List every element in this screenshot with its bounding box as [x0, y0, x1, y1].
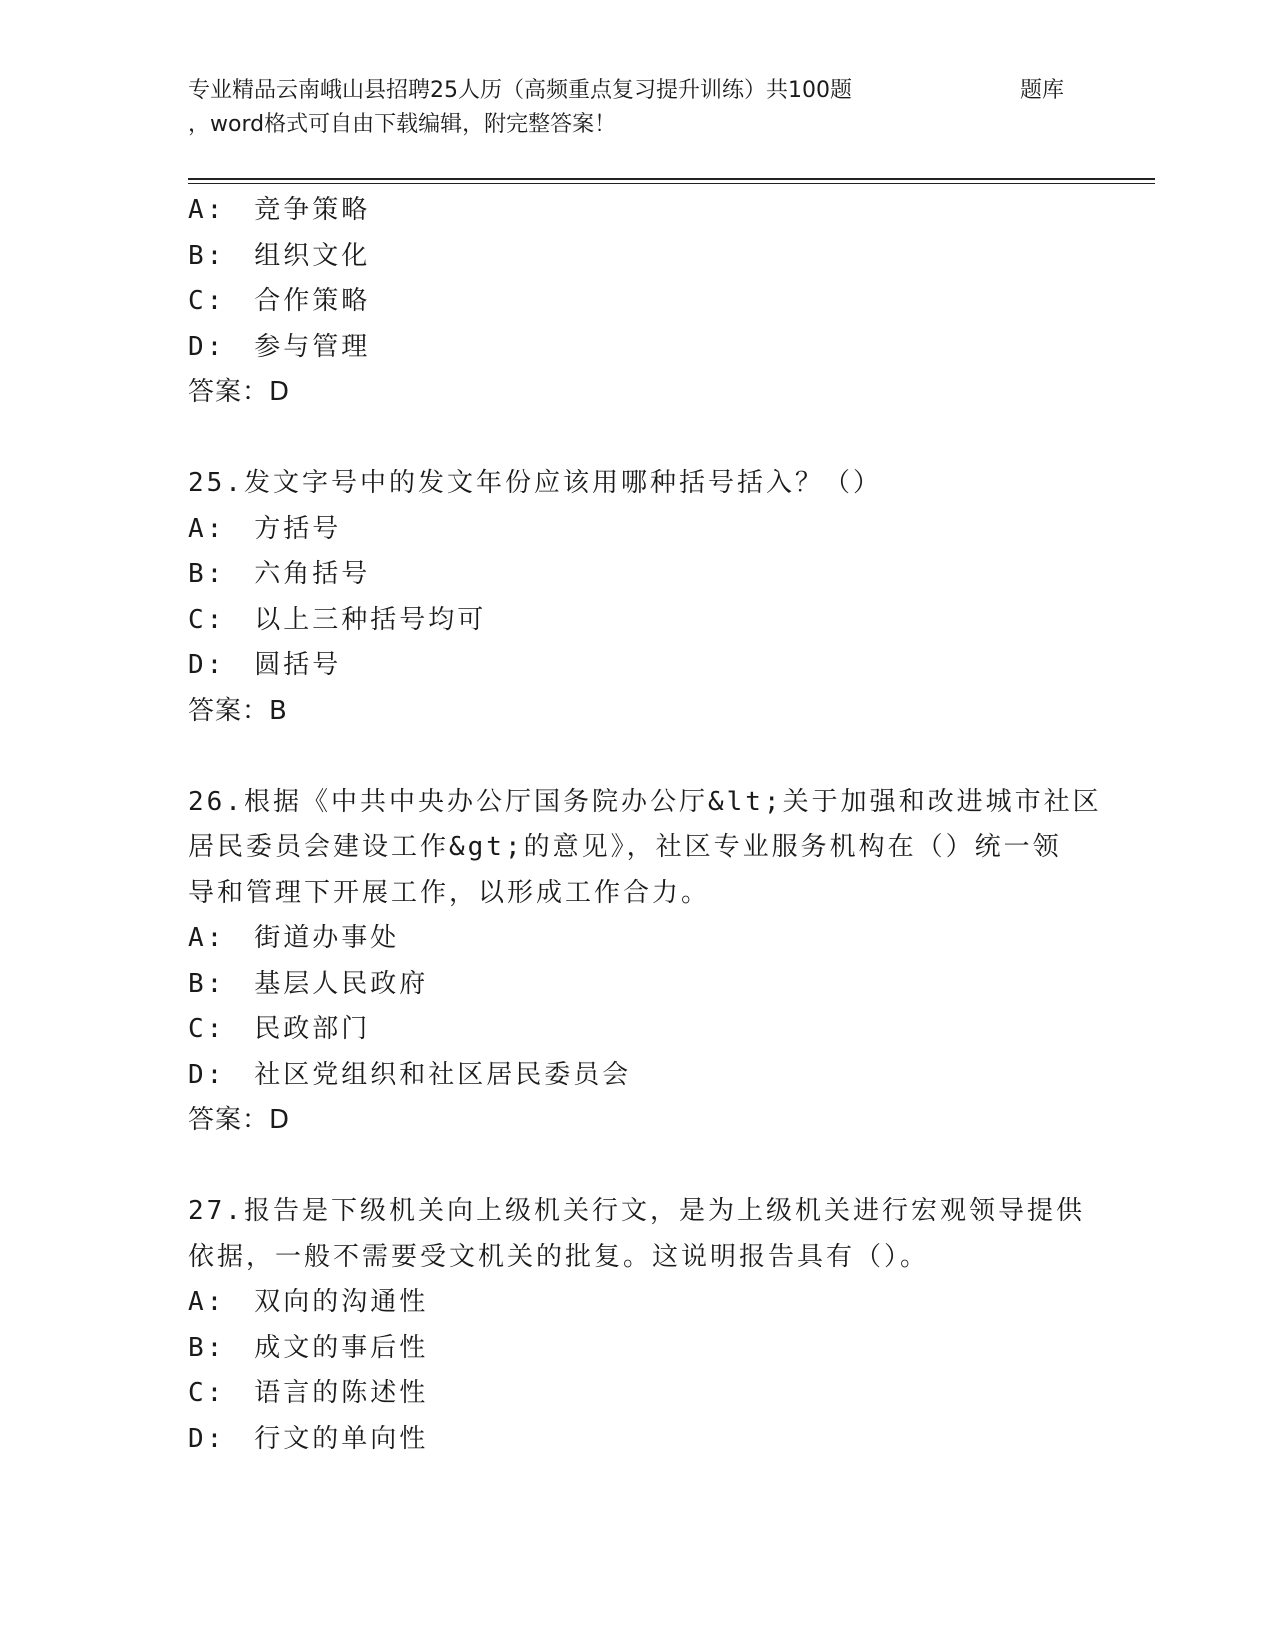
option-d: D: 社区党组织和社区居民委员会 [188, 1059, 632, 1090]
option-a: A: 双向的沟通性 [188, 1287, 429, 1317]
answer: 答案：D [188, 1105, 291, 1135]
option-a: A: 街道办事处 [188, 923, 400, 953]
question-stem-line: 26.根据《中共中央办公厅国务院办公厅&lt;关于加强和改进城市社区 [188, 786, 1102, 817]
option-b: B: 成文的事后性 [188, 1332, 429, 1363]
spacer [188, 734, 1088, 780]
option-c: C: 合作策略 [188, 286, 371, 316]
option-b: B: 六角括号 [188, 559, 371, 589]
header-tag: 题库 [1020, 78, 1065, 103]
page-header [188, 74, 1138, 142]
question-list [188, 188, 1102, 1462]
question-26 [188, 780, 1102, 1144]
document-title-continued: ，word格式可自由下载编辑，附完整答案！ [188, 112, 617, 137]
question-25 [188, 461, 1088, 734]
answer: 答案：B [188, 695, 288, 726]
question-stem-line: 依据，一般不需要受文机关的批复。这说明报告具有（）。 [188, 1241, 930, 1272]
question-27 [188, 1189, 1088, 1462]
option-d: D: 圆括号 [188, 650, 342, 680]
header-rule [188, 178, 1155, 180]
question-24-continued [188, 188, 1088, 416]
question-stem-line: 27.报告是下级机关向上级机关行文，是为上级机关进行宏观领导提供 [188, 1196, 1085, 1226]
option-d: D: 行文的单向性 [188, 1423, 429, 1454]
answer: 答案：D [188, 377, 291, 407]
option-a: A: 竞争策略 [188, 195, 371, 225]
question-stem-line: 居民委员会建设工作&gt;的意见》，社区专业服务机构在（）统一领 [188, 832, 1062, 862]
question-stem: 25.发文字号中的发文年份应该用哪种括号括入？（） [188, 468, 882, 498]
option-a: A: 方括号 [188, 513, 342, 544]
option-d: D: 参与管理 [188, 331, 371, 362]
document-title: 专业精品云南峨山县招聘25人历（高频重点复习提升训练）共100题 [188, 78, 852, 103]
question-stem-line: 导和管理下开展工作，以形成工作合力。 [188, 877, 711, 908]
header-line-1 [188, 74, 1138, 108]
spacer [188, 416, 1088, 462]
spacer [188, 1144, 1088, 1190]
option-b: B: 基层人民政府 [188, 968, 429, 999]
header-rule-thin [188, 183, 1155, 184]
option-c: C: 民政部门 [188, 1014, 371, 1044]
option-c: C: 语言的陈述性 [188, 1378, 429, 1408]
option-c: C: 以上三种括号均可 [188, 604, 487, 635]
option-b: B: 组织文化 [188, 240, 371, 271]
